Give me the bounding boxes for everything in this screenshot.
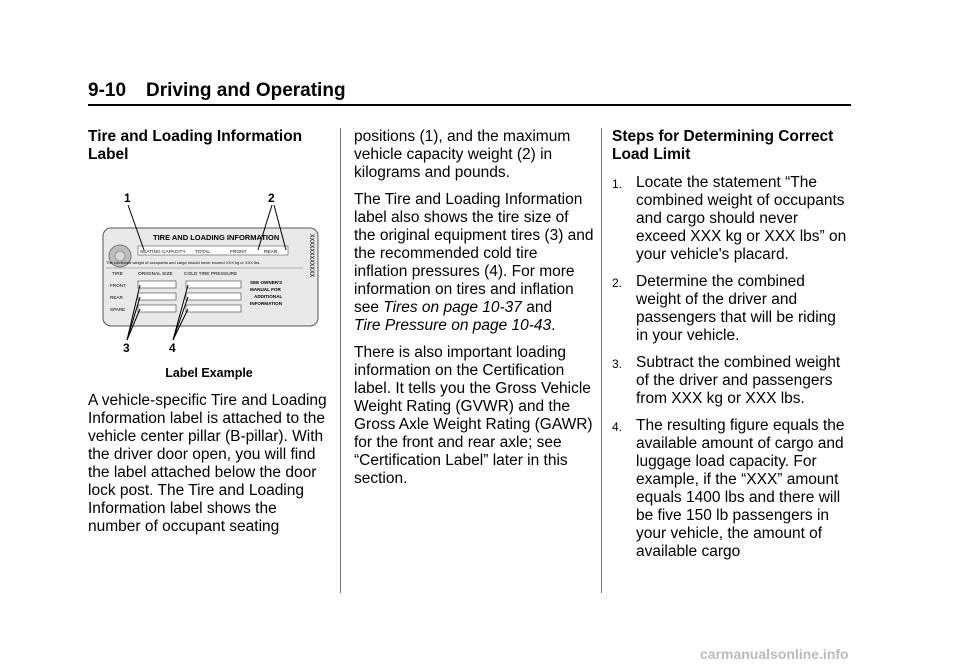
- watermark: carmanualsonline.info: [700, 646, 849, 662]
- see-owners-line3: ADDITIONAL: [254, 294, 283, 299]
- step-item: 2. Determine the combined weight of the driver and passengers that will be riding in your vehicle.: [612, 273, 836, 344]
- step-item: 4. The resulting figure equals the available amount of cargo and luggage load capacity. For example, if the “XXX” amount equals 1400 lbs and there will be five 150 lb passengers in your vehicle, the amount of available cargo: [612, 417, 845, 560]
- see-owners-line2: MANUAL FOR: [250, 287, 281, 292]
- label-heading: Tire and Loading Information Label: [88, 128, 303, 163]
- header-rule: [88, 104, 851, 106]
- vertical-code: XXXXXXXXXXXX: [308, 234, 315, 278]
- callout-1: 1: [124, 192, 131, 205]
- callout-4: 4: [169, 341, 176, 355]
- tire-size-paragraph: The Tire and Loading Information label also shows the tire size of the original equipment tires (3) and the recommended cold tire inflation pressures (4). For more information on tires and inflation see Tires on page 10-37 and Tire Pressure on page 10-43.: [354, 191, 594, 334]
- row-front: FRONT: [110, 283, 126, 288]
- column-2: [354, 128, 594, 497]
- front-label: FRONT: [230, 250, 247, 255]
- page-number: 9-10: [88, 80, 127, 101]
- page-header: [88, 80, 346, 102]
- steps-list: [612, 174, 852, 561]
- callout-2: 2: [268, 192, 275, 205]
- section-title: Driving and Operating: [146, 80, 346, 101]
- tire-label-illustration: [98, 192, 328, 360]
- tire-pressure-link[interactable]: Tire Pressure on page 10-43: [354, 317, 552, 334]
- column-3: [612, 128, 852, 570]
- column-divider-1: [340, 128, 341, 593]
- total-label: TOTAL: [195, 250, 211, 255]
- step-item: 3. Subtract the combined weight of the driver and passengers from XXX kg or XXX lbs.: [612, 354, 841, 407]
- row-spare: SPARE: [110, 307, 126, 312]
- capacity-paragraph: positions (1), and the maximum vehicle capacity weight (2) in kilograms and pounds.: [354, 128, 571, 181]
- original-size-header: ORIGINAL SIZE: [138, 272, 173, 277]
- steps-heading: Steps for Determining Correct Load Limit: [612, 128, 834, 163]
- plate-title: TIRE AND LOADING INFORMATION: [153, 233, 280, 242]
- step-item: 1. Locate the statement “The combined weight of occupants and cargo should never exceed XXX kg or XXX lbs” on your vehicle's placard.: [612, 174, 847, 263]
- column-1: [88, 128, 330, 545]
- tires-link[interactable]: Tires on page 10-37: [383, 299, 522, 316]
- rear-label: REAR: [264, 250, 278, 255]
- see-owners-line1: SEE OWNER'S: [250, 280, 283, 285]
- label-paragraph: A vehicle-specific Tire and Loading Information label is attached to the vehicle center pillar (B-pillar). With the driver door open, you will find the label attached below the door lock post. The Tire and Loading Information label shows the number of occupant seating: [88, 392, 327, 535]
- combined-weight-text: The combined weight of occupants and cargo should never exceed XXX kg or XXX lbs.: [106, 260, 261, 265]
- column-divider-2: [601, 128, 602, 593]
- label-figure: [98, 192, 328, 360]
- callout-3: 3: [123, 341, 130, 355]
- row-rear: REAR: [110, 295, 123, 300]
- figure-caption: Label Example: [165, 366, 253, 380]
- tire-col-header: TIRE: [112, 272, 123, 277]
- cold-pressure-header: COLD TIRE PRESSURE: [184, 272, 238, 277]
- certification-paragraph: There is also important loading information on the Certification label. It tells you the Gross Vehicle Weight Rating (GVWR) and the Gross Axle Weight Rating (GAWR) for the front and rear axle; see “Certification Label” later in this section.: [354, 344, 593, 487]
- see-owners-line4: INFORMATION: [250, 301, 283, 306]
- seating-capacity-label: SEATING CAPACITY: [140, 250, 186, 255]
